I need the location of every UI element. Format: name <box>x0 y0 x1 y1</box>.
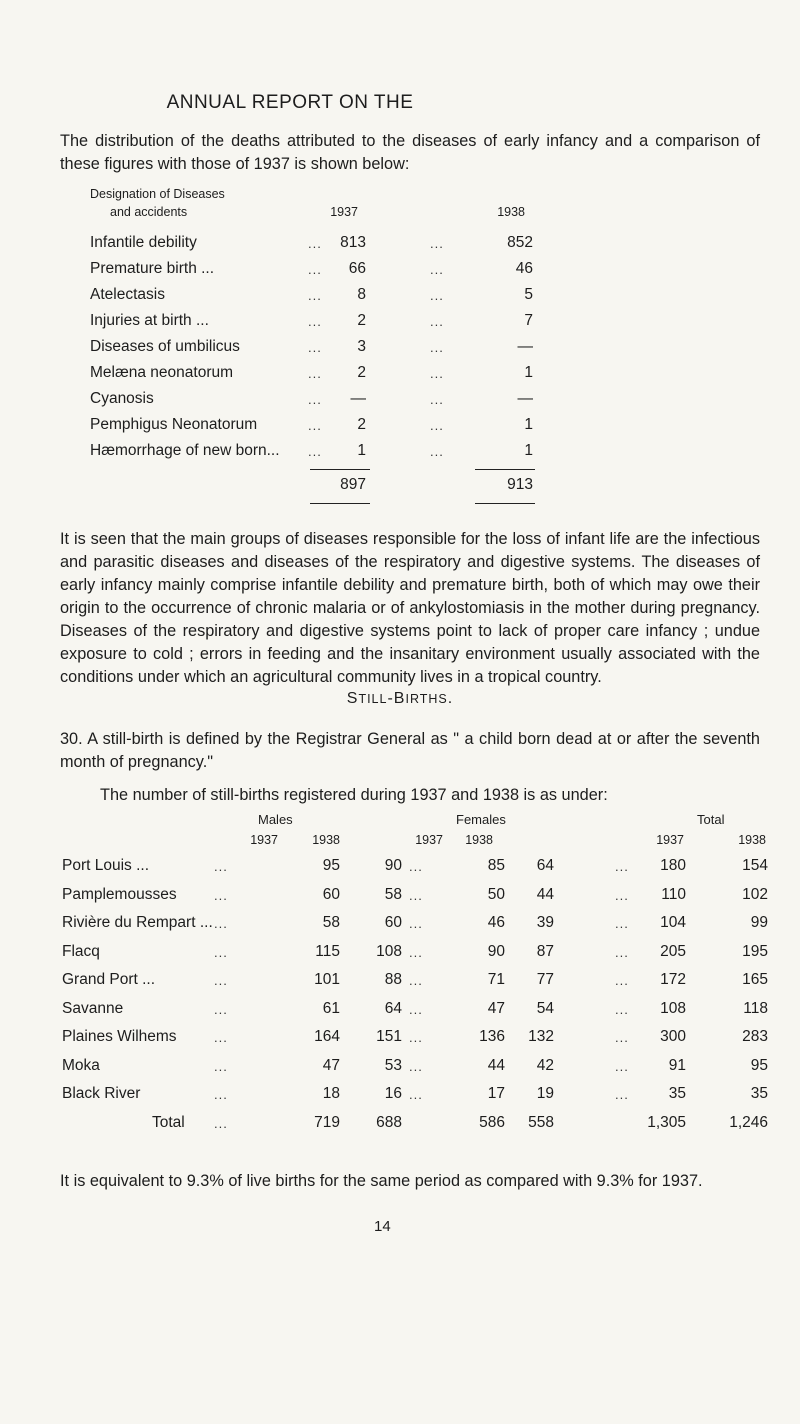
still-cell-m38: 90 <box>384 857 402 874</box>
group-total: Total <box>697 812 725 827</box>
leader-dots: ... <box>308 418 322 433</box>
discussion-paragraph: It is seen that the main groups of diseases responsible for the loss of infant life are the infectious and parasitic diseases and diseases of the respiratory and digestive systems. The diseases of early infancy mainly comprise infantile debility and premature birth, both of which may owe their origin to the occurrence of chronic malaria or of ankylostomiasis in the mother during pregnancy. Diseases of the respiratory and digestive systems point to lack of proper care infancy ; undue exposure to cold ; errors in feeding and the insanitary environment usually associated with the conditions under which an agricultural community lives in a tropical country. <box>60 530 760 686</box>
leader-dots: ... <box>615 887 629 903</box>
heading-rest-1: TILL <box>358 692 388 706</box>
leader-dots: ... <box>615 916 629 931</box>
still-cell-f37: 47 <box>487 999 505 1017</box>
infancy-rule-1937 <box>310 469 370 470</box>
infancy-row <box>90 312 650 336</box>
infancy-heading-line1: Designation of Diseases <box>90 187 225 201</box>
infancy-row <box>90 260 650 284</box>
still-cell-f38: 132 <box>528 1028 554 1045</box>
still-cell-f38: 558 <box>528 1113 554 1131</box>
infancy-row-name: Atelectasis <box>90 286 165 303</box>
leader-dots: ... <box>214 1087 228 1102</box>
leader-dots: ... <box>430 288 444 303</box>
still-row <box>62 1057 772 1083</box>
leader-dots: ... <box>214 1001 228 1017</box>
infancy-total-1937: 897 <box>340 476 366 493</box>
infancy-rule-bottom-1937 <box>310 503 370 504</box>
still-cell-f38: 64 <box>536 857 554 874</box>
leader-dots: ... <box>214 887 228 903</box>
still-cell-f37: 90 <box>487 942 505 960</box>
still-cell-t38: 195 <box>742 942 768 960</box>
infancy-row-1938: 46 <box>515 260 533 277</box>
still-cell-m37: 47 <box>322 1056 340 1074</box>
infancy-row-1938: 7 <box>524 312 533 329</box>
leader-dots: ... <box>615 1087 629 1102</box>
heading-rest-2: IRTHS <box>405 692 448 706</box>
infancy-row-1938: 1 <box>524 416 533 433</box>
page-title: ANNUAL REPORT ON THE <box>166 92 414 113</box>
infancy-row-1938: 5 <box>524 286 533 303</box>
still-cell-f38: 39 <box>536 914 554 931</box>
district-name: Savanne <box>62 999 124 1017</box>
district-name: Pamplemousses <box>62 885 177 903</box>
still-cell-t37: 35 <box>668 1085 686 1102</box>
year-m38: 1938 <box>312 833 340 847</box>
still-cell-f37: 85 <box>487 857 505 874</box>
leader-dots: ... <box>308 288 322 303</box>
infancy-row-1938: — <box>517 390 533 407</box>
still-cell-m38: 58 <box>384 885 402 903</box>
still-cell-t37: 180 <box>660 857 686 874</box>
leader-dots: ... <box>430 262 444 277</box>
leader-dots: ... <box>308 314 322 329</box>
leader-dots: ... <box>430 444 444 459</box>
leader-dots: ... <box>430 366 444 381</box>
intro-paragraph: The distribution of the deaths attributed to the diseases of early infancy and a comparison of these figures with those of 1937 is shown below: <box>60 132 760 173</box>
leader-dots: ... <box>430 314 444 329</box>
still-cell-m38: 688 <box>376 1113 402 1131</box>
page-number: 14 <box>374 1218 391 1235</box>
still-cell-t37: 300 <box>660 1028 686 1045</box>
still-cell-m37: 61 <box>322 999 340 1017</box>
still-cell-t38: 102 <box>742 885 768 903</box>
infancy-row <box>90 286 650 310</box>
still-cell-t38: 283 <box>742 1028 768 1045</box>
infancy-row <box>90 390 650 414</box>
heading-letter-s: S <box>346 690 359 707</box>
district-name: Moka <box>62 1056 100 1074</box>
still-cell-m37: 115 <box>315 942 340 960</box>
infancy-total-1938: 913 <box>507 476 533 493</box>
still-cell-f38: 77 <box>536 971 554 988</box>
year-m37: 1937 <box>250 833 278 847</box>
leader-dots: ... <box>615 1030 629 1045</box>
heading-period: . <box>447 690 454 707</box>
still-cell-f37: 586 <box>479 1113 505 1131</box>
still-cell-t38: 1,246 <box>729 1113 768 1131</box>
still-cell-t37: 108 <box>660 999 686 1017</box>
infancy-row-1938: 1 <box>524 442 533 459</box>
infancy-heading-line2: and accidents <box>110 205 188 219</box>
leader-dots: ... <box>308 236 322 251</box>
still-cell-f38: 19 <box>536 1085 554 1102</box>
infancy-row-name: Hæmorrhage of new born... <box>90 442 280 459</box>
infancy-row-name: Melæna neonatorum <box>90 364 234 381</box>
still-cell-m38: 64 <box>384 999 402 1017</box>
still-cell-f37: 71 <box>487 971 505 988</box>
district-name: Port Louis ... <box>62 857 150 874</box>
infancy-row-1938: — <box>517 338 533 355</box>
definition-paragraph: 30. A still-birth is defined by the Registrar General as " a child born dead at or after the seventh month of pregnancy." <box>60 730 760 771</box>
still-cell-t37: 91 <box>668 1056 686 1074</box>
infancy-row-name: Cyanosis <box>90 390 154 407</box>
still-cell-m38: 16 <box>384 1085 402 1102</box>
district-name: Grand Port ... <box>62 971 156 988</box>
still-cell-f37: 50 <box>487 885 505 903</box>
still-cell-t38: 154 <box>742 857 768 874</box>
year-f38: 1938 <box>465 833 493 847</box>
still-cell-t37: 1,305 <box>647 1113 686 1131</box>
still-cell-t38: 165 <box>742 971 768 988</box>
still-cell-m37: 60 <box>322 885 340 903</box>
district-name: Flacq <box>62 942 100 960</box>
still-cell-f38: 42 <box>536 1056 554 1074</box>
still-cell-m38: 108 <box>376 942 402 960</box>
still-cell-t38: 35 <box>750 1085 768 1102</box>
still-cell-f38: 87 <box>536 942 554 960</box>
leader-dots: ... <box>308 340 322 355</box>
infancy-row-1937: 813 <box>340 234 366 251</box>
leader-dots: ... <box>409 916 423 931</box>
section-heading-still-births <box>0 690 800 708</box>
infancy-row <box>90 364 650 388</box>
leader-dots: ... <box>430 392 444 407</box>
infancy-row-1937: 1 <box>357 442 366 459</box>
year-f37: 1937 <box>415 833 443 847</box>
leader-dots: ... <box>308 262 322 277</box>
still-cell-t38: 95 <box>750 1056 768 1074</box>
leader-dots: ... <box>409 1030 423 1045</box>
still-row <box>62 914 772 940</box>
leader-dots: ... <box>615 973 629 988</box>
still-row <box>62 971 772 997</box>
leader-dots: ... <box>430 340 444 355</box>
still-cell-t37: 172 <box>660 971 686 988</box>
infancy-col-1938: 1938 <box>497 205 525 219</box>
leader-dots: ... <box>214 1058 228 1074</box>
still-cell-f38: 54 <box>536 999 554 1017</box>
still-cell-f38: 44 <box>536 885 554 903</box>
leader-dots: ... <box>615 944 629 960</box>
leader-dots: ... <box>409 887 423 903</box>
leader-dots: ... <box>308 366 322 381</box>
infancy-row-1937: 66 <box>348 260 366 277</box>
infancy-row <box>90 234 650 258</box>
still-cell-t37: 110 <box>661 885 686 903</box>
still-cell-m37: 95 <box>322 857 340 874</box>
leader-dots: ... <box>214 944 228 960</box>
leader-dots: ... <box>409 859 423 874</box>
infancy-row <box>90 416 650 440</box>
still-row <box>62 886 772 912</box>
still-cell-m37: 164 <box>314 1028 340 1045</box>
leader-dots: ... <box>615 1001 629 1017</box>
still-total-row <box>62 1114 772 1140</box>
still-cell-f37: 136 <box>479 1028 505 1045</box>
infancy-row-name: Diseases of umbilicus <box>90 338 240 355</box>
infancy-row <box>90 442 650 466</box>
still-cell-t37: 104 <box>660 914 686 931</box>
leader-dots: ... <box>615 1058 629 1074</box>
still-row <box>62 1085 772 1111</box>
infancy-row-1937: 2 <box>357 416 366 433</box>
infancy-row-1938: 1 <box>524 364 533 381</box>
leader-dots: ... <box>409 1058 423 1074</box>
still-cell-m38: 53 <box>384 1056 402 1074</box>
leader-dots: ... <box>214 973 228 988</box>
leader-dots: ... <box>214 916 228 931</box>
leader-dots: ... <box>214 1115 228 1131</box>
infancy-row-name: Infantile debility <box>90 234 197 251</box>
leader-dots: ... <box>214 859 228 874</box>
district-name: Total <box>152 1113 185 1131</box>
infancy-row-1937: 3 <box>357 338 366 355</box>
still-cell-m37: 18 <box>322 1085 340 1102</box>
still-row <box>62 1028 772 1054</box>
infancy-row <box>90 338 650 362</box>
still-cell-f37: 17 <box>487 1085 505 1102</box>
still-row <box>62 1000 772 1026</box>
year-t37: 1937 <box>656 833 684 847</box>
leader-dots: ... <box>430 418 444 433</box>
infancy-row-1937: 2 <box>357 364 366 381</box>
leader-dots: ... <box>615 859 629 874</box>
still-row <box>62 943 772 969</box>
infancy-row-name: Pemphigus Neonatorum <box>90 416 258 433</box>
still-cell-m37: 719 <box>314 1113 340 1131</box>
infancy-rule-1938 <box>475 469 535 470</box>
year-t38: 1938 <box>738 833 766 847</box>
still-cell-m37: 101 <box>314 971 340 988</box>
still-cell-m38: 88 <box>384 971 402 988</box>
infancy-total-row <box>90 476 650 500</box>
leader-dots: ... <box>409 1001 423 1017</box>
still-cell-m38: 151 <box>376 1028 402 1045</box>
group-females: Females <box>456 812 506 827</box>
infancy-row-name: Premature birth ... <box>90 260 215 277</box>
infancy-row-1938: 852 <box>507 234 533 251</box>
still-cell-m37: 58 <box>322 914 340 931</box>
district-name: Black River <box>62 1085 141 1102</box>
leader-dots: ... <box>308 444 322 459</box>
infancy-row-name: Injuries at birth ... <box>90 312 209 329</box>
still-row <box>62 857 772 883</box>
leader-dots: ... <box>409 973 423 988</box>
district-name: Plaines Wilhems <box>62 1028 177 1045</box>
leader-dots: ... <box>409 944 423 960</box>
footnote-paragraph: It is equivalent to 9.3% of live births for the same period as compared with 9.3% for 1937. <box>60 1172 703 1190</box>
district-name: Rivière du Rempart ... <box>62 914 213 931</box>
still-cell-m38: 60 <box>384 914 402 931</box>
infancy-row-1937: — <box>350 390 366 407</box>
still-cell-t38: 99 <box>750 914 768 931</box>
still-cell-t37: 205 <box>660 942 686 960</box>
still-cell-t38: 118 <box>743 999 768 1017</box>
still-cell-f37: 46 <box>487 914 505 931</box>
infancy-rule-bottom-1938 <box>475 503 535 504</box>
heading-letter-b: B <box>393 690 406 707</box>
leader-dots: ... <box>409 1087 423 1102</box>
still-births-intro: The number of still-births registered during 1937 and 1938 is as under: <box>100 786 608 804</box>
group-males: Males <box>258 812 293 827</box>
heading-dash: - <box>387 690 394 707</box>
leader-dots: ... <box>430 236 444 251</box>
leader-dots: ... <box>214 1030 228 1045</box>
infancy-col-1937: 1937 <box>330 205 358 219</box>
infancy-row-1937: 8 <box>357 286 366 303</box>
infancy-row-1937: 2 <box>357 312 366 329</box>
still-cell-f37: 44 <box>487 1056 505 1074</box>
leader-dots: ... <box>308 392 322 407</box>
